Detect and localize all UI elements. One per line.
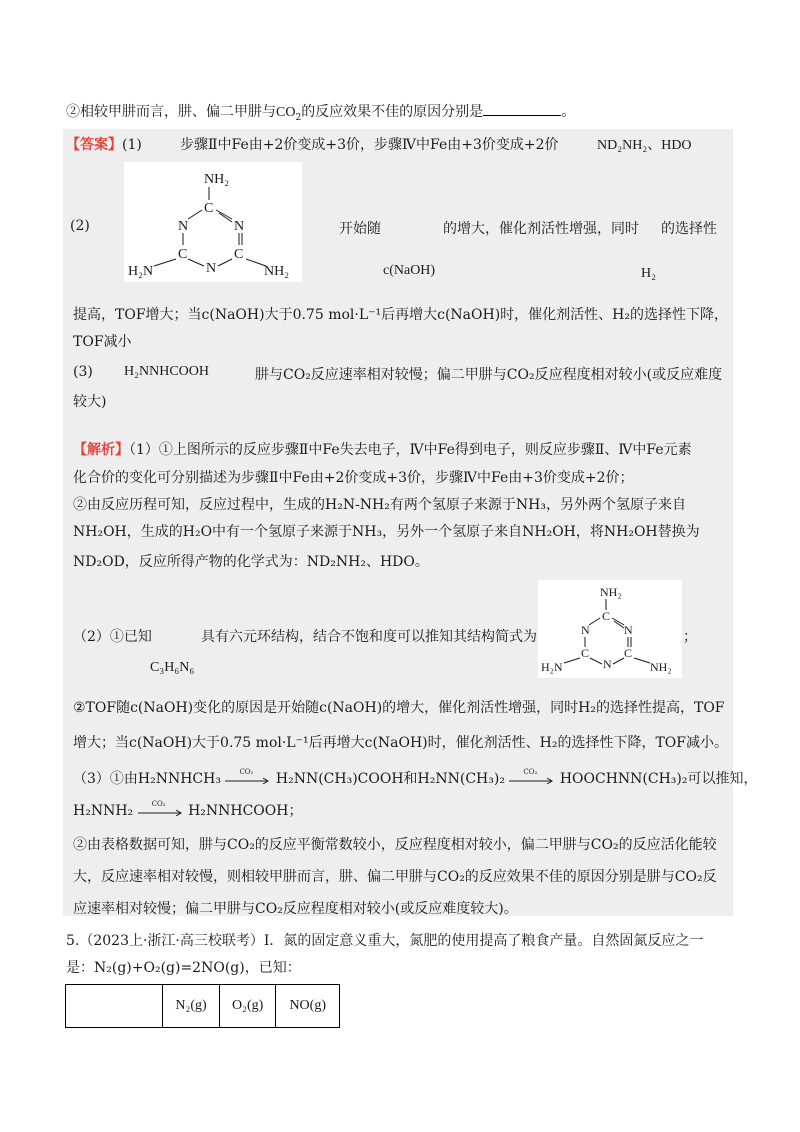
analysis-line-8: ②TOF随c(NaOH)变化的原因是开始随c(NaOH)的增大，催化剂活性增强，同时H₂的选择性提高，TOF (73, 700, 725, 716)
q-tail-post: 的反应效果不佳的原因分别是 (301, 104, 484, 120)
answer-p1-num: (1) (122, 137, 142, 153)
s2-c-right: C (624, 646, 633, 660)
analysis-line-14: 应速率相对较慢；偏二甲肼与CO₂反应程度相对较小(或反应难度较大)。 (73, 901, 518, 917)
analysis-l7: C₃H₆N₆ (150, 660, 195, 675)
s1-nh2-right: NH₂ (264, 264, 290, 279)
s1-n-right: N (234, 219, 245, 234)
analysis-line-3: ②由反应历程可知，反应过程中，生成的H₂N-NH₂有两个氢原子来源于NH₃，另外两个氢原子来自 (73, 497, 686, 513)
answer-p2-text-a: 开始随 (339, 221, 381, 237)
s1-h2n-left: H₂N (128, 264, 154, 279)
s2-nh2-right: NH₂ (650, 660, 672, 674)
s2-c-top: C (602, 609, 611, 623)
analysis-l10-a: （3）①由H₂NNHCH₃ (73, 771, 221, 787)
analysis-l11-b: H₂NNHCOOH； (188, 803, 303, 819)
table-row (66, 985, 340, 1028)
analysis-line-13: 大，反应速率相对较慢，则相较甲肼而言，肼、偏二甲肼与CO₂的反应效果不佳的原因分别是肼与CO₂反 (73, 869, 717, 885)
analysis-line-9: 增大；当c(NaOH)大于0.75 mol·L⁻¹后再增大c(NaOH)时，催化剂活性、H₂的选择性下降，TOF减小。 (73, 735, 728, 751)
answer-p3-num: (3) (73, 364, 93, 380)
reaction-arrow-1-label: CO₂ (239, 768, 254, 776)
analysis-l11-a: H₂NNH₂ (73, 803, 134, 819)
s1-c-right: C (234, 247, 244, 262)
reaction-arrow-3 (138, 800, 184, 816)
analysis-tag: 【解析】 (73, 442, 129, 458)
triazine-structure-2 (538, 580, 682, 678)
analysis-line-10 (73, 768, 758, 788)
s2-n-bottom: N (603, 657, 612, 671)
answer-p3-text: 肼与CO₂反应速率相对较慢；偏二甲肼与CO₂反应程度相对较小(或反应难度 (255, 367, 723, 383)
s1-nh2-top: NH₂ (204, 172, 230, 187)
s2-n-left: N (581, 623, 590, 637)
s1-n-bottom: N (206, 261, 217, 276)
analysis-line-4: NH₂OH，生成的H₂O中有一个氢原子来源于NH₃，另外一个氢原子来自NH₂OH，将NH₂OH替换为 (73, 524, 700, 540)
answer-p3-line2: 较大) (73, 394, 107, 410)
answer-p2-line3: TOF减小 (73, 334, 132, 350)
q-tail-pre: ②相较甲肼而言，肼、偏二甲肼与 (66, 104, 276, 120)
reaction-arrow-2 (509, 768, 555, 784)
s1-c-top: C (204, 201, 214, 216)
answer-p1-text: 步骤Ⅱ中Fe由+2价变成+3价，步骤Ⅳ中Fe由+3价变成+2价 (180, 137, 559, 153)
q-tail-co2: CO (276, 105, 296, 120)
analysis-l6-end: ； (683, 629, 697, 645)
answer-p1-formula: ND₂NH₂、HDO (597, 138, 692, 153)
s2-n-right: N (624, 623, 633, 637)
q-tail-end: 。 (561, 104, 576, 120)
reaction-arrow-3-label: CO₂ (151, 800, 166, 808)
s2-c-left: C (581, 646, 590, 660)
triazine-svg-2 (538, 580, 682, 678)
answer-p3-formula: H₂NNHCOOH (124, 364, 209, 379)
s1-bonds (154, 187, 266, 266)
answer-p2-text-b: 的增大，催化剂活性增强，同时 (443, 221, 639, 237)
triazine-svg-1 (124, 162, 302, 282)
reaction-arrow-2-label: CO₂ (523, 768, 538, 776)
analysis-l1: （1）①上图所示的反应步骤Ⅱ中Fe失去电子，Ⅳ中Fe得到电子，则反应步骤Ⅱ、Ⅳ中Fe元素 (129, 442, 692, 458)
answer-blank[interactable] (483, 103, 561, 116)
answer-p2-c-naoh: c(NaOH) (383, 263, 436, 278)
analysis-line-5: ND₂OD，反应所得产物的化学式为：ND₂NH₂、HDO。 (73, 554, 429, 570)
analysis-l10-c: HOOCHNN(CH₃)₂可以推知， (559, 771, 758, 787)
table-header-cell: N₂(g) (163, 985, 220, 1028)
reaction-arrow-1 (225, 768, 271, 784)
s1-c-left: C (178, 247, 188, 262)
analysis-l10-b: H₂NN(CH₃)COOH和H₂NN(CH₃)₂ (275, 771, 505, 787)
answer-tag: 【答案】 (66, 137, 122, 153)
answer-p2-h2: H₂ (641, 266, 656, 281)
triazine-structure-1 (124, 162, 302, 282)
table-header-cell (66, 985, 163, 1028)
answer-p2-num: (2) (70, 218, 90, 234)
table-header-cell: NO(g) (276, 985, 340, 1028)
analysis-line-12: ②由表格数据可知，肼与CO₂的反应平衡常数较小，反应程度相对较小，偏二甲肼与CO₂的反应活化能较 (73, 837, 717, 853)
analysis-line-11 (73, 800, 302, 820)
question5-line-1: 5.（2023上·浙江·高三校联考）I．氮的固定意义重大，氮肥的使用提高了粮食产量。自然固氮反应之一 (66, 933, 704, 949)
s1-n-left: N (178, 219, 189, 234)
s2-nh2-top: NH₂ (600, 585, 622, 599)
answer-line-1 (66, 134, 142, 154)
s2-h2n-left: H₂N (541, 660, 563, 674)
analysis-line-1 (73, 439, 692, 459)
data-table (65, 984, 340, 1028)
answer-p2-text-c: 的选择性 (661, 221, 717, 237)
analysis-l6-b: 具有六元环结构，结合不饱和度可以推知其结构简式为 (201, 629, 537, 645)
question5-line-2: 是：N₂(g)+O₂(g)=2NO(g)，已知： (66, 960, 301, 976)
q-tail-co2-sub: 2 (295, 112, 302, 123)
analysis-line-2: 化合价的变化可分别描述为步骤Ⅱ中Fe由+2价变成+3价，步骤Ⅳ中Fe由+3价变成+2价； (73, 470, 634, 486)
table-header-cell: O₂(g) (219, 985, 276, 1028)
question-tail (66, 101, 575, 123)
analysis-l6-a: （2）①已知 (73, 629, 152, 645)
answer-p2-line2: 提高，TOF增大；当c(NaOH)大于0.75 mol·L⁻¹后再增大c(NaOH)时，催化剂活性、H₂的选择性下降， (73, 307, 728, 323)
